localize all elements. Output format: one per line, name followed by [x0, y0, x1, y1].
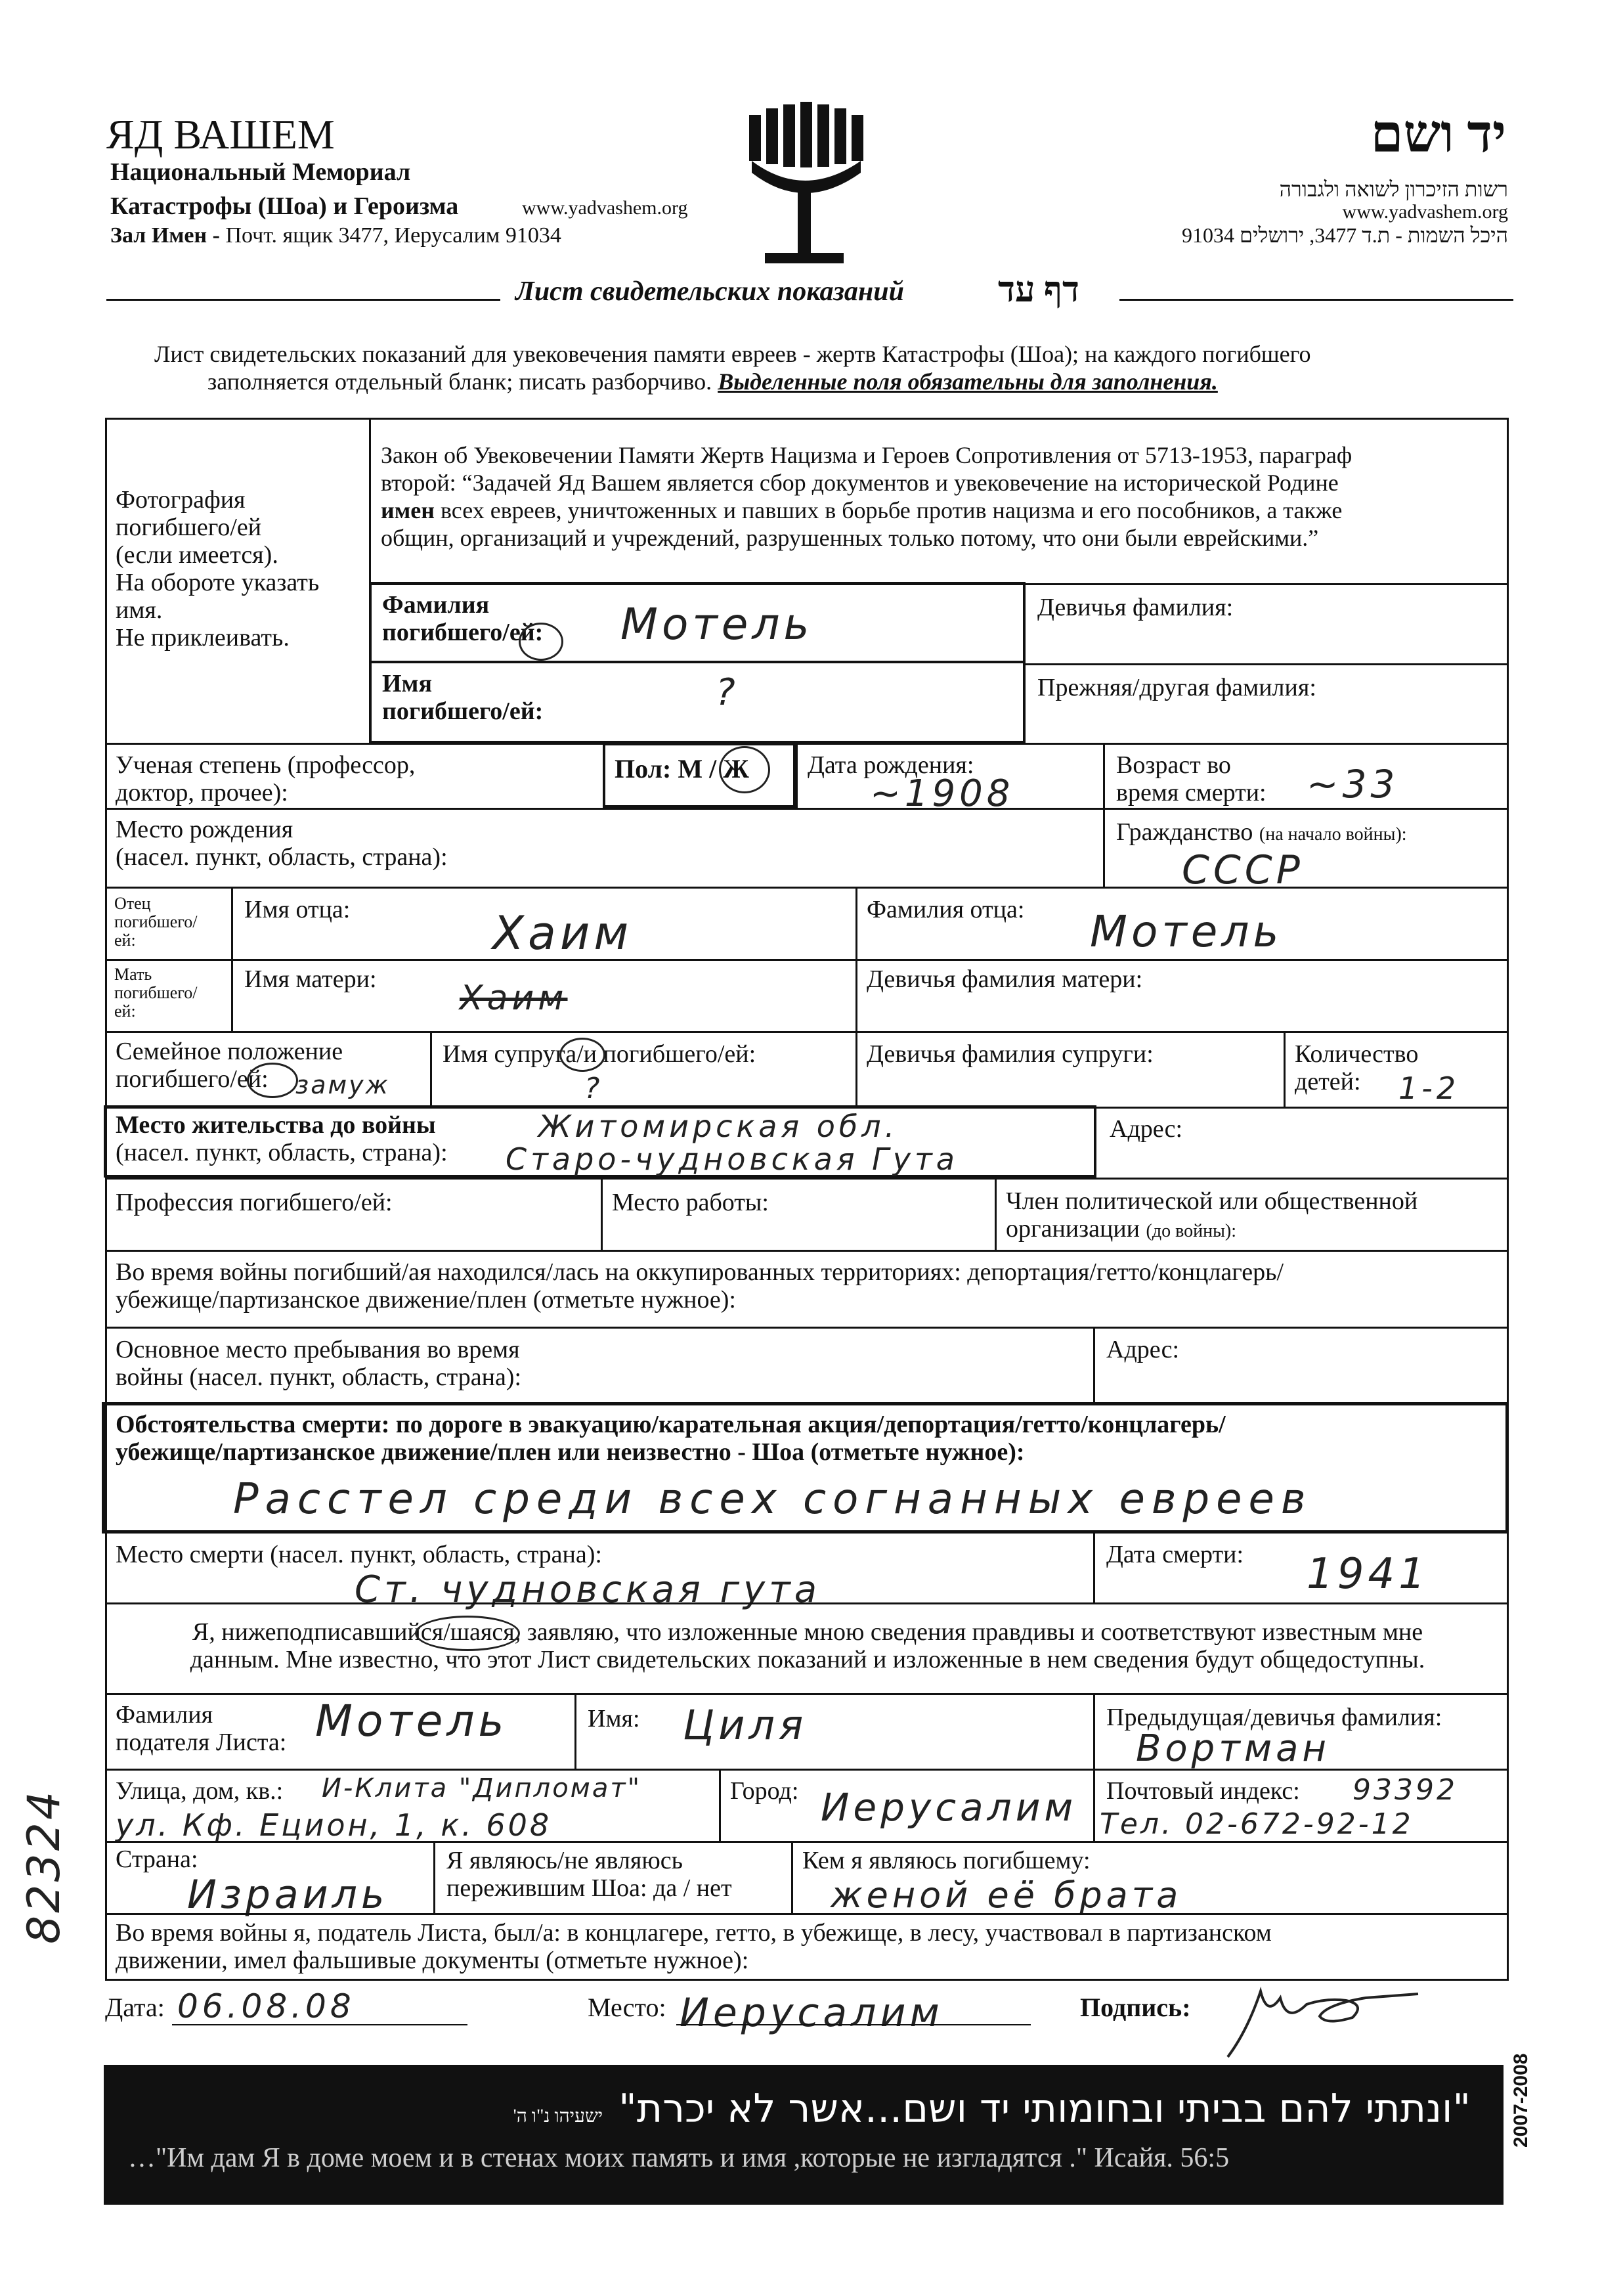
label-line: доктор, прочее): — [116, 779, 288, 806]
submitter-surname-value: Мотель — [315, 1696, 508, 1746]
label-line — [1006, 1215, 1417, 1245]
label-line: Ученая степень (профессор, — [116, 751, 416, 779]
dob-value: ~1908 — [870, 772, 1014, 815]
photo-note-line: погибшего/ей — [116, 514, 262, 541]
row-rule — [105, 1178, 1509, 1180]
col-rule — [1093, 1769, 1095, 1841]
law-line — [381, 497, 1352, 524]
country-value: Израиль — [187, 1872, 389, 1918]
label-small: (на начало войны): — [1259, 824, 1407, 845]
col-rule — [430, 1031, 432, 1107]
birthplace-label — [116, 816, 448, 871]
label-line: Фамилия — [116, 1701, 213, 1729]
submitter-wartime-label — [116, 1919, 1272, 1974]
label-line: Во время войны погибший/ая находился/лась на оккупированных территориях: депортация/гетто/концлагерь/ — [116, 1258, 1284, 1286]
label-line: Обстоятельства смерти: по дороге в эвакуацию/карательная акция/депортация/гетто/концлагерь/ — [116, 1411, 1226, 1438]
relation-label: Кем я являюсь погибшему: — [802, 1847, 1091, 1874]
title-rule-left — [106, 299, 500, 301]
col-rule — [1093, 1693, 1095, 1769]
label-line: Я являюсь/не являюсь — [446, 1847, 683, 1874]
father-side-label — [114, 894, 198, 950]
col-rule — [719, 1769, 721, 1841]
submitter-prev-value: Вортман — [1136, 1727, 1331, 1770]
signature-scribble — [1221, 1978, 1431, 2064]
row-rule — [105, 1327, 1509, 1329]
submitter-name-label: Имя: — [588, 1705, 640, 1733]
label-line: Член политической или общественной — [1006, 1187, 1418, 1215]
mother-maiden-label: Девичья фамилия матери: — [867, 965, 1143, 993]
law-line: Закон об Увековечении Памяти Жертв Нацизма и Героев Сопротивления от 5713-1953, параграф — [381, 442, 1352, 468]
col-rule — [796, 743, 798, 808]
place-label: Место: — [588, 1993, 666, 2022]
col-rule — [995, 1178, 997, 1250]
label-line: движении, имел фальшивые документы (отметьте нужное): — [116, 1947, 749, 1974]
place-value: Иерусалим — [680, 1990, 943, 2036]
victim-name-label — [382, 670, 543, 725]
street-label: Улица, дом, кв.: — [116, 1777, 284, 1805]
sex-label: Пол: М / Ж — [615, 754, 749, 784]
citizenship-label — [1116, 818, 1407, 849]
label-line: (насел. пункт, область, страна): — [116, 1139, 448, 1166]
country-label: Страна: — [116, 1845, 198, 1873]
mother-name-label: Имя матери: — [244, 965, 377, 993]
he-quote-source: ישעיהו נ"ו ה' — [513, 2106, 603, 2127]
row-rule — [105, 887, 1509, 889]
row-rule — [105, 808, 1509, 810]
menorah-logo-icon — [745, 102, 863, 266]
he-quote-text: "ונתתי להם בביתי ובחומותי יד ושם...אשר לא יכרת" — [618, 2086, 1471, 2132]
label-line: Отец — [114, 894, 151, 913]
label-line: подателя Листа: — [116, 1729, 287, 1756]
label-line: Место жительства до войны — [116, 1111, 436, 1139]
father-surname-label: Фамилия отца: — [867, 896, 1025, 923]
marital-status-value: замуж — [295, 1071, 390, 1099]
submitter-name-value: Циля — [683, 1701, 808, 1749]
label-line: (насел. пункт, область, страна): — [116, 843, 448, 871]
workplace-label: Место работы: — [612, 1189, 769, 1216]
citizenship-value: СССР — [1182, 847, 1304, 893]
label-line: погибшего/ — [114, 912, 198, 931]
intro-line-2 — [207, 368, 1218, 395]
row-rule — [1024, 663, 1509, 665]
label-line: погибшего/ей: — [116, 1065, 269, 1093]
title-rule-right — [1119, 299, 1513, 301]
col-rule — [1284, 1031, 1286, 1107]
death-circumstances-value: Расстел среди всех согнанных евреев — [233, 1475, 1312, 1524]
label-line: войны (насел. пункт, область, страна): — [116, 1363, 522, 1391]
declaration-line: данным. Мне известно, что этот Лист свидетельских показаний и изложенные в нем сведения будут общедоступны. — [190, 1646, 1425, 1673]
org-hall-ru — [110, 223, 561, 248]
submitter-surname-label — [116, 1701, 286, 1756]
col-rule — [791, 1841, 793, 1913]
row-rule — [105, 959, 1509, 961]
label-line: Возраст во — [1116, 751, 1231, 779]
place-underline — [676, 2024, 1031, 2025]
label-line: Во время войны я, податель Листа, был/а: в концлагере, гетто, в убежище, в лесу, участвовал в партизанском — [116, 1919, 1272, 1947]
photo-note-line: На обороте указать — [116, 569, 320, 596]
intro-required-note: Выделенные поля обязательны для заполнения. — [718, 368, 1218, 395]
label-line: Количество — [1295, 1040, 1419, 1068]
city-value: Иерусалим — [821, 1785, 1077, 1830]
row-rule — [105, 1913, 1509, 1915]
death-date-value: 1941 — [1307, 1550, 1429, 1599]
children-value: 1-2 — [1398, 1071, 1460, 1106]
row-rule — [105, 1693, 1509, 1695]
spouse-circle-mark — [559, 1038, 605, 1072]
label-small: (до войны): — [1146, 1221, 1236, 1241]
label-line: Мать — [114, 965, 152, 984]
photo-note-line: Фотография — [116, 486, 246, 514]
organization-label — [1006, 1187, 1417, 1245]
law-text — [381, 441, 1352, 552]
org-site-ru: www.yadvashem.org — [522, 197, 688, 219]
intro-text: заполняется отдельный бланк; писать разборчиво. — [207, 368, 712, 395]
wartime-place-label — [116, 1336, 521, 1391]
col-rule — [574, 1693, 576, 1769]
spouse-name-label: Имя супруга/и погибшего/ей: — [443, 1040, 756, 1068]
row-rule — [105, 743, 1509, 745]
gender-circle-mark — [519, 623, 563, 661]
hall-address: Почт. ящик 3477, Иерусалим 91034 — [225, 223, 561, 248]
row-rule — [105, 1769, 1509, 1771]
hall-label: Зал Имен - — [110, 223, 220, 248]
relation-value: женой её брата — [831, 1874, 1182, 1916]
label-line: пережившим Шоа: да / нет — [446, 1874, 732, 1902]
label-line: Семейное положение — [116, 1038, 343, 1065]
death-date-label: Дата смерти: — [1106, 1541, 1244, 1568]
col-rule — [1103, 808, 1105, 887]
photo-note-line: (если имеется). — [116, 541, 278, 569]
label-line: погибшего/ — [114, 983, 198, 1002]
wartime-address-label: Адрес: — [1106, 1336, 1180, 1363]
label-line: ей: — [114, 1002, 136, 1021]
submitter-prev-label: Предыдущая/девичья фамилия: — [1106, 1704, 1442, 1731]
org-site-he: www.yadvashem.org — [1342, 201, 1508, 223]
residence-label — [116, 1111, 448, 1166]
org-hall-he: היכל השמות - ת.ד 3477, ירושלים 91034 — [1182, 223, 1508, 247]
row-rule — [105, 1031, 1509, 1033]
age-value: ~33 — [1307, 762, 1399, 806]
law-line: общин, организаций и учреждений, разрушенных только потому, что они были еврейскими.” — [381, 525, 1319, 551]
col-rule — [1093, 1327, 1095, 1402]
photo-note — [116, 486, 319, 651]
prev-surname-label: Прежняя/другая фамилия: — [1037, 674, 1316, 701]
mother-side-label — [114, 965, 198, 1021]
org-line-1: Национальный Мемориал — [110, 158, 411, 186]
photo-note-line: имя. — [116, 596, 163, 624]
label-line: убежище/партизанское движение/плен или неизвестно - Шоа (отметьте нужное): — [116, 1438, 1025, 1466]
father-name-label: Имя отца: — [244, 896, 351, 923]
law-bold-word: имен — [381, 497, 435, 523]
form-years: 2007-2008 — [1510, 2053, 1532, 2148]
label-line: время смерти: — [1116, 779, 1266, 806]
col-rule — [1103, 743, 1105, 808]
age-label — [1116, 751, 1266, 806]
zip-label: Почтовый индекс: — [1106, 1777, 1300, 1805]
residence-address-label: Адрес: — [1110, 1115, 1183, 1143]
label-line: погибшего/ей: — [382, 697, 544, 725]
phone-value: Тел. 02-672-92-12 — [1100, 1807, 1414, 1841]
org-line-he: רשות הזיכרון לשואה ולגבורה — [1279, 177, 1508, 201]
label-text: организации — [1006, 1215, 1140, 1243]
form-title-he: דף עד — [998, 270, 1079, 309]
degree-label — [116, 751, 415, 806]
death-circumstances-label — [116, 1411, 1226, 1466]
label-line: Имя — [382, 670, 432, 697]
footer-hebrew-quote — [394, 2086, 1471, 2132]
sex-selected-circle — [719, 746, 770, 793]
street-value-line-1: И-Клита "Дипломат" — [322, 1773, 642, 1803]
label-line: Основное место пребывания во время — [116, 1336, 520, 1363]
col-rule — [433, 1841, 435, 1913]
victim-surname-value: Мотель — [620, 599, 813, 650]
spouse-maiden-label: Девичья фамилия супруги: — [867, 1040, 1154, 1068]
intro-line-1: Лист свидетельских показаний для увековечения памяти евреев - жертв Катастрофы (Шоа); на каждого погибшего — [154, 341, 1311, 367]
form-title-ru: Лист свидетельских показаний — [515, 276, 904, 307]
declaration-line: Я, нижеподписавшийся/шаяся, заявляю, что изложенные мною сведения правдивы и соответствуют известным мне — [192, 1618, 1423, 1646]
victim-name-value: ? — [716, 671, 739, 714]
label-line: Место рождения — [116, 816, 293, 843]
survivor-label — [446, 1847, 732, 1902]
photo-note-line: Не приклеивать. — [116, 624, 290, 651]
row-rule — [105, 1841, 1509, 1843]
death-place-value: Ст. чудновская гута — [355, 1568, 821, 1611]
label-line: детей: — [1295, 1068, 1361, 1095]
declaration-text — [131, 1618, 1484, 1673]
org-line-2: Катастрофы (Шоа) и Героизма — [110, 192, 459, 220]
date-underline — [172, 2024, 467, 2025]
residence-value-line-2: Старо-чудновская Гута — [506, 1141, 959, 1177]
mother-name-value: Хаим — [460, 979, 568, 1018]
label-line: Фамилия — [382, 591, 490, 619]
father-name-value: Хаим — [492, 906, 633, 960]
row-rule — [105, 1250, 1509, 1252]
law-line-text: всех евреев, уничтоженных и павших в борьбе против нацизма и его пособников, а также — [440, 497, 1343, 523]
col-rule — [855, 1031, 857, 1107]
father-surname-value: Мотель — [1090, 906, 1283, 957]
wartime-location-label — [116, 1258, 1284, 1314]
date-value: 06.08.08 — [177, 1987, 355, 2025]
zip-value: 93392 — [1352, 1773, 1458, 1807]
col-rule — [601, 1178, 603, 1250]
col-rule — [1093, 1534, 1095, 1602]
label-line: погибшего/ей: — [382, 619, 544, 646]
city-label: Город: — [730, 1777, 799, 1805]
archive-number: 82324 — [18, 1788, 70, 1944]
footer-russian-quote: …"Им дам Я в доме моем и в стенах моих память и имя ,которые не изгладятся ." Исайя. 56:5 — [128, 2143, 1230, 2173]
org-title-ru: ЯД ВАШЕМ — [106, 111, 335, 158]
death-place-label: Место смерти (насел. пункт, область, страна): — [116, 1541, 602, 1568]
date-label: Дата: — [105, 1993, 165, 2022]
row-rule — [105, 1602, 1509, 1604]
sign-label: Подпись: — [1080, 1993, 1191, 2022]
org-title-he: יד ושם — [1370, 106, 1506, 164]
label-line: убежище/партизанское движение/плен (отметьте нужное): — [116, 1286, 736, 1314]
dob-label: Дата рождения: — [808, 751, 974, 779]
residence-value-line-1: Житомирская обл. — [538, 1109, 899, 1144]
maiden-name-label: Девичья фамилия: — [1037, 594, 1234, 621]
law-line: второй: “Задачей Яд Вашем является сбор документов и увековечение на исторической Родине — [381, 470, 1339, 496]
marital-circle-mark — [247, 1063, 298, 1098]
label-text: Гражданство — [1116, 818, 1253, 846]
profession-label: Профессия погибшего/ей: — [116, 1189, 393, 1216]
spouse-name-value: ? — [584, 1072, 604, 1105]
label-line: ей: — [114, 931, 136, 950]
street-value-line-2: ул. Кф. Ецион, 1, к. 608 — [116, 1807, 552, 1843]
declaration-circle-mark — [415, 1616, 520, 1651]
